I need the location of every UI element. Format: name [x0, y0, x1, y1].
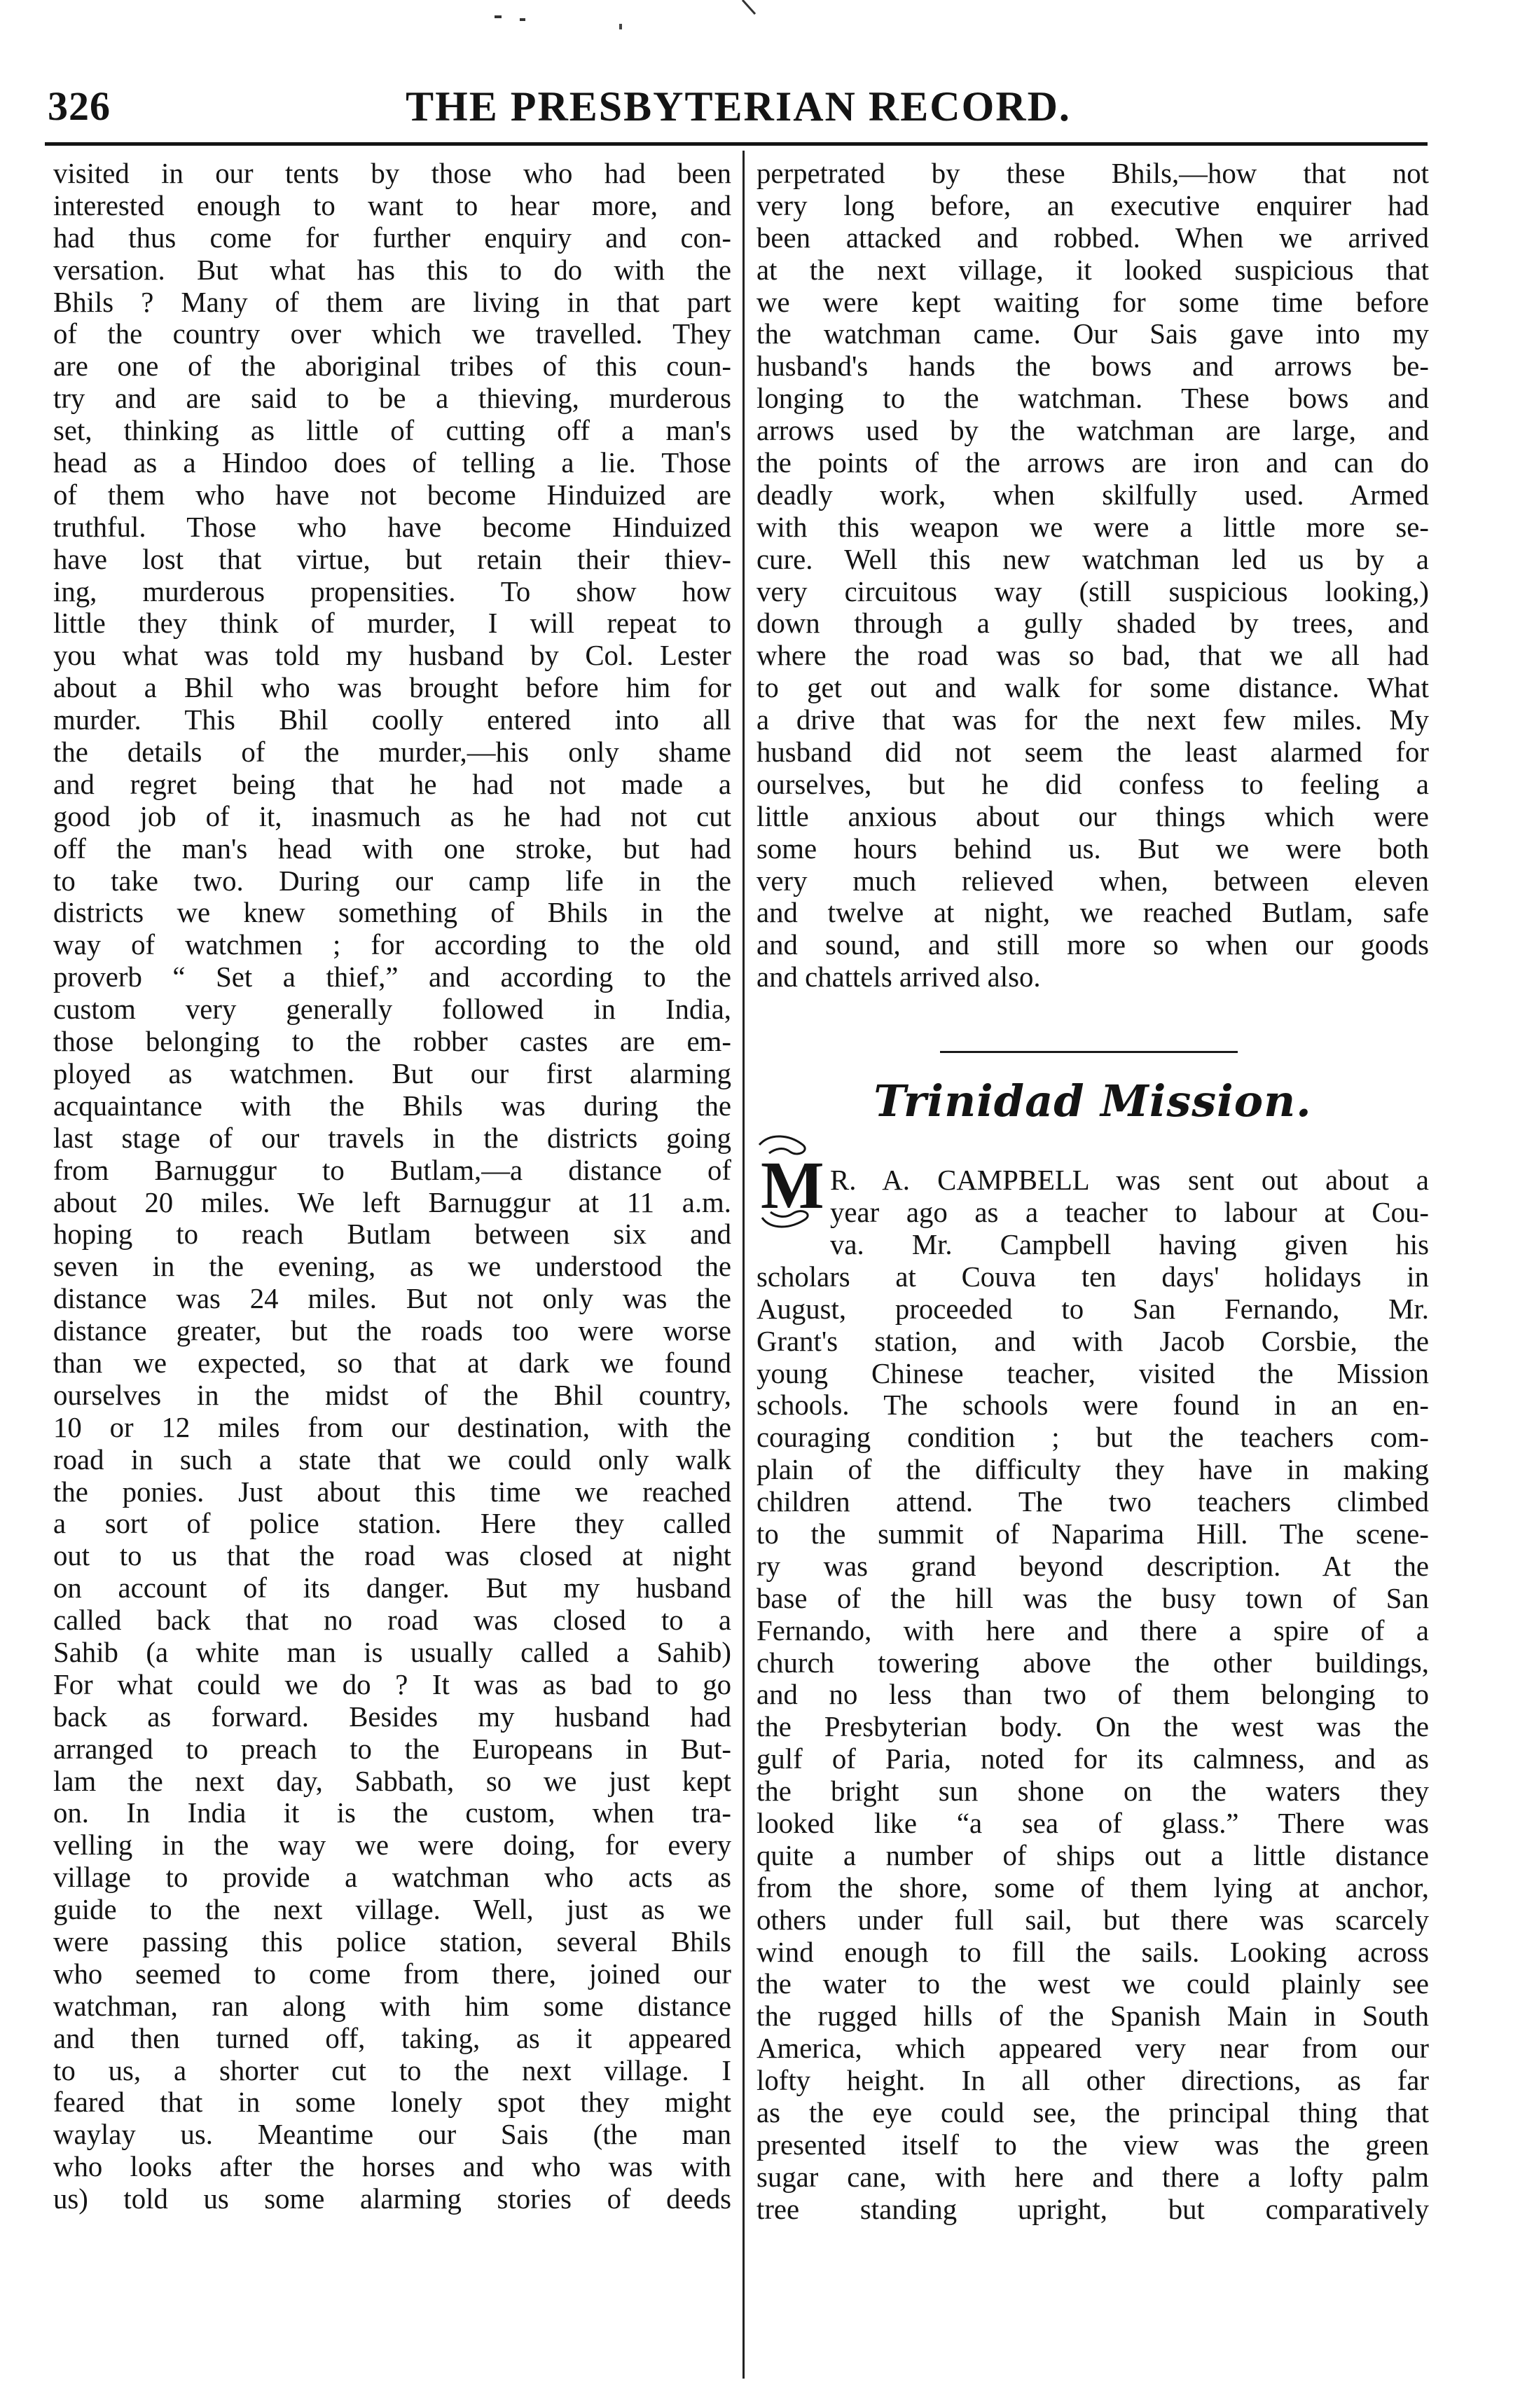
- text-line: hoping to reach Butlam between six and: [53, 1218, 731, 1251]
- text-line: presented itself to the view was the green: [756, 2128, 1429, 2161]
- text-line: sugar cane, with here and there a lofty palm: [756, 2161, 1429, 2193]
- text-line: who seemed to come from there, joined our: [53, 1958, 731, 1990]
- text-line: down through a gully shaded by trees, and: [756, 607, 1429, 640]
- text-line: you what was told my husband by Col. Lester: [53, 640, 731, 672]
- text-line: va. Mr. Campbell having given his: [830, 1229, 1429, 1260]
- text-line: velling in the way we were doing, for every: [53, 1829, 731, 1862]
- text-line: had thus come for further enquiry and con-: [53, 221, 731, 254]
- text-line: the ponies. Just about this time we reached: [53, 1475, 731, 1508]
- text-line: called back that no road was closed to a: [53, 1604, 731, 1637]
- text-line: little anxious about our things which were: [756, 800, 1429, 832]
- text-line: good job of it, inasmuch as he had not cut: [53, 800, 731, 832]
- text-line: and regret being that he had not made a: [53, 768, 731, 800]
- text-line: the bright sun shone on the waters they: [756, 1775, 1429, 1808]
- text-line: districts we knew something of Bhils in the: [53, 897, 731, 929]
- text-line: from the shore, some of them lying at anchor,: [756, 1871, 1429, 1904]
- mission-opening-lines: [830, 1164, 1429, 1229]
- text-line: lam the next day, Sabbath, so we just kept: [53, 1765, 731, 1797]
- text-line: distance greater, but the roads too were worse: [53, 1315, 731, 1347]
- text-line: custom very generally followed in India,: [53, 993, 731, 1026]
- text-line: longing to the watchman. These bows and: [756, 383, 1429, 415]
- text-line: and then turned off, taking, as it appeared: [53, 2022, 731, 2054]
- text-line: head as a Hindoo does of telling a lie. Those: [53, 447, 731, 479]
- header-rule: [45, 142, 1428, 146]
- text-line: of the country over which we travelled. They: [53, 318, 731, 350]
- text-line: base of the hill was the busy town of San: [756, 1582, 1429, 1614]
- text-line: the rugged hills of the Spanish Main in South: [756, 2000, 1429, 2032]
- text-line: and sound, and still more so when our goods: [756, 929, 1429, 961]
- text-line: year ago as a teacher to labour at Cou-: [830, 1196, 1429, 1228]
- text-line: scholars at Couva ten days' holidays in: [756, 1260, 1429, 1293]
- text-line: looked like “a sea of glass.” There was: [756, 1808, 1429, 1840]
- text-line: on account of its danger. But my husband: [53, 1572, 731, 1604]
- text-line: R. A. CAMPBELL was sent out about a: [830, 1164, 1429, 1196]
- text-line: ourselves in the midst of the Bhil country,: [53, 1379, 731, 1411]
- text-line: [756, 2322, 1429, 2354]
- text-line: feared that in some lonely spot they might: [53, 2086, 731, 2119]
- page-number: 326: [48, 83, 111, 129]
- text-line: ry was grand beyond description. At the: [756, 1550, 1429, 1582]
- column-rule: [742, 151, 745, 2379]
- text-line: about a Bhil who was brought before him for: [53, 672, 731, 704]
- text-line: village to provide a watchman who acts as: [53, 1862, 731, 1894]
- text-line: tree standing upright, but comparatively: [756, 2193, 1429, 2225]
- text-line: husband's hands the bows and arrows be-: [756, 350, 1429, 383]
- text-line: try and are said to be a thieving, murderous: [53, 383, 731, 415]
- text-line: plain of the difficulty they have in making: [756, 1454, 1429, 1486]
- text-line: a drive that was for the next few miles. My: [756, 704, 1429, 736]
- speck: [520, 18, 525, 21]
- text-line: to the summit of Naparima Hill. The scene-: [756, 1518, 1429, 1550]
- text-line: America, which appeared very near from our: [756, 2032, 1429, 2065]
- text-line: guide to the next village. Well, just as we: [53, 1894, 731, 1926]
- text-line: out to us that the road was closed at night: [53, 1540, 731, 1572]
- text-line: lofty height. In all other directions, as far: [756, 2065, 1429, 2097]
- text-line: [53, 2215, 731, 2248]
- text-line: been attacked and robbed. When we arrived: [756, 221, 1429, 254]
- text-line: truthful. Those who have become Hinduized: [53, 511, 731, 543]
- text-line: August, proceeded to San Fernando, Mr.: [756, 1293, 1429, 1325]
- text-line: as the eye could see, the principal thing that: [756, 2097, 1429, 2129]
- text-line: children attend. The two teachers climbed: [756, 1486, 1429, 1518]
- text-line: of them who have not become Hinduized are: [53, 479, 731, 511]
- running-header: [48, 83, 1429, 143]
- text-line: with this weapon we were a little more se-: [756, 511, 1429, 543]
- text-line: husband did not seem the least alarmed for: [756, 736, 1429, 769]
- text-line: perpetrated by these Bhils,—how that not: [756, 158, 1429, 189]
- text-line: from Barnuggur to Butlam,—a distance of: [53, 1154, 731, 1186]
- left-column-text: [53, 158, 731, 2248]
- text-line: very long before, an executive enquirer had: [756, 189, 1429, 221]
- text-line: visited in our tents by those who had been: [53, 158, 731, 189]
- text-line: way of watchmen ; for according to the old: [53, 929, 731, 961]
- text-line: acquaintance with the Bhils was during the: [53, 1089, 731, 1122]
- text-line: quite a number of ships out a little distance: [756, 1839, 1429, 1871]
- text-line: young Chinese teacher, visited the Mission: [756, 1357, 1429, 1389]
- text-line: seven in the evening, as we understood the: [53, 1251, 731, 1283]
- text-line: wind enough to fill the sails. Looking across: [756, 1936, 1429, 1968]
- text-line: the water to the west we could plainly see: [756, 1968, 1429, 2000]
- text-line: last stage of our travels in the districts going: [53, 1122, 731, 1154]
- text-line: Bhils ? Many of them are living in that part: [53, 286, 731, 318]
- text-line: who looks after the horses and who was with: [53, 2151, 731, 2183]
- speck: [742, 0, 755, 14]
- text-line: to take two. During our camp life in the: [53, 865, 731, 897]
- text-line: road in such a state that we could only walk: [53, 1443, 731, 1475]
- text-line: we were kept waiting for some time before: [756, 286, 1429, 318]
- text-line: are one of the aboriginal tribes of this coun-: [53, 350, 731, 383]
- text-line: Fernando, with here and there a spire of a: [756, 1614, 1429, 1646]
- text-line: some hours behind us. But we were both: [756, 832, 1429, 865]
- text-line: interested enough to want to hear more, and: [53, 189, 731, 221]
- text-line: arrows used by the watchman are large, and: [756, 415, 1429, 447]
- text-line: deadly work, when skilfully used. Armed: [756, 479, 1429, 511]
- section-heading: Trinidad Mission.: [873, 1075, 1312, 1127]
- text-line: versation. But what has this to do with the: [53, 254, 731, 286]
- text-line: those belonging to the robber castes are em-: [53, 1026, 731, 1058]
- text-line: a sort of police station. Here they called: [53, 1508, 731, 1540]
- text-line: on. In India it is the custom, when tra-: [53, 1797, 731, 1829]
- text-line: cure. Well this new watchman led us by a: [756, 543, 1429, 575]
- text-line: and twelve at night, we reached Butlam, safe: [756, 897, 1429, 929]
- text-line: ployed as watchmen. But our first alarming: [53, 1057, 731, 1089]
- text-line: very circuitous way (still suspicious looking,): [756, 575, 1429, 607]
- text-line: to get out and walk for some distance. What: [756, 672, 1429, 704]
- ornamental-drop-cap: [749, 1129, 827, 1234]
- text-line: 10 or 12 miles from our destination, with the: [53, 1411, 731, 1443]
- text-line: at the next village, it looked suspicious that: [756, 254, 1429, 286]
- text-line: little they think of murder, I will repeat to: [53, 607, 731, 640]
- text-line: have lost that virtue, but retain their thiev-: [53, 543, 731, 575]
- text-line: watchman, ran along with him some distance: [53, 1990, 731, 2022]
- text-line: murder. This Bhil coolly entered into all: [53, 704, 731, 736]
- text-line: and chattels arrived also.: [756, 961, 1041, 993]
- right-column-continuation: [756, 158, 1429, 993]
- text-line: waylay us. Meantime our Sais (the man: [53, 2119, 731, 2151]
- speck: [619, 24, 622, 29]
- text-line: schools. The schools were found in an en-: [756, 1389, 1429, 1422]
- text-line: the points of the arrows are iron and can do: [756, 447, 1429, 479]
- section-divider: [940, 1051, 1238, 1053]
- mission-body-text: [756, 1229, 1429, 2386]
- text-line: the details of the murder,—his only shame: [53, 736, 731, 769]
- text-line: ourselves, but he did confess to feeling a: [756, 768, 1429, 800]
- text-line: couraging condition ; but the teachers com-: [756, 1422, 1429, 1454]
- text-line: the watchman came. Our Sais gave into my: [756, 318, 1429, 350]
- text-line: [756, 2226, 1429, 2258]
- text-line: [756, 2258, 1429, 2290]
- text-line: very much relieved when, between eleven: [756, 865, 1429, 897]
- text-line: the Presbyterian body. On the west was the: [756, 1711, 1429, 1743]
- text-line: distance was 24 miles. But not only was the: [53, 1283, 731, 1315]
- text-line: church towering above the other buildings,: [756, 1646, 1429, 1679]
- text-line: set, thinking as little of cutting off a man's: [53, 415, 731, 447]
- text-line: where the road was so bad, that we all had: [756, 640, 1429, 672]
- scan-specks: [0, 0, 1513, 42]
- text-line: about 20 miles. We left Barnuggur at 11 a.m.: [53, 1186, 731, 1218]
- journal-title: THE PRESBYTERIAN RECORD.: [406, 83, 1071, 130]
- text-line: [756, 2290, 1429, 2322]
- text-line: ing, murderous propensities. To show how: [53, 575, 731, 607]
- text-line: For what could we do ? It was as bad to go: [53, 1668, 731, 1700]
- text-line: back as forward. Besides my husband had: [53, 1700, 731, 1733]
- text-line: than we expected, so that at dark we found: [53, 1347, 731, 1379]
- text-line: Grant's station, and with Jacob Corsbie, the: [756, 1325, 1429, 1357]
- drop-cap-letter: M: [761, 1148, 824, 1223]
- text-line: arranged to preach to the Europeans in But-: [53, 1733, 731, 1765]
- text-line: off the man's head with one stroke, but had: [53, 832, 731, 865]
- text-line: us) told us some alarming stories of deeds: [53, 2183, 731, 2215]
- text-line: gulf of Paria, noted for its calmness, and as: [756, 1743, 1429, 1775]
- text-line: proverb “ Set a thief,” and according to the: [53, 961, 731, 993]
- text-line: and no less than two of them belonging to: [756, 1679, 1429, 1711]
- text-line: to us, a shorter cut to the next village. I: [53, 2054, 731, 2086]
- speck: [495, 15, 502, 18]
- text-line: [756, 2354, 1429, 2386]
- text-line: Sahib (a white man is usually called a Sahib): [53, 1636, 731, 1668]
- text-line: were passing this police station, several Bhils: [53, 1925, 731, 1958]
- text-line: others under full sail, but there was scarcely: [756, 1904, 1429, 1936]
